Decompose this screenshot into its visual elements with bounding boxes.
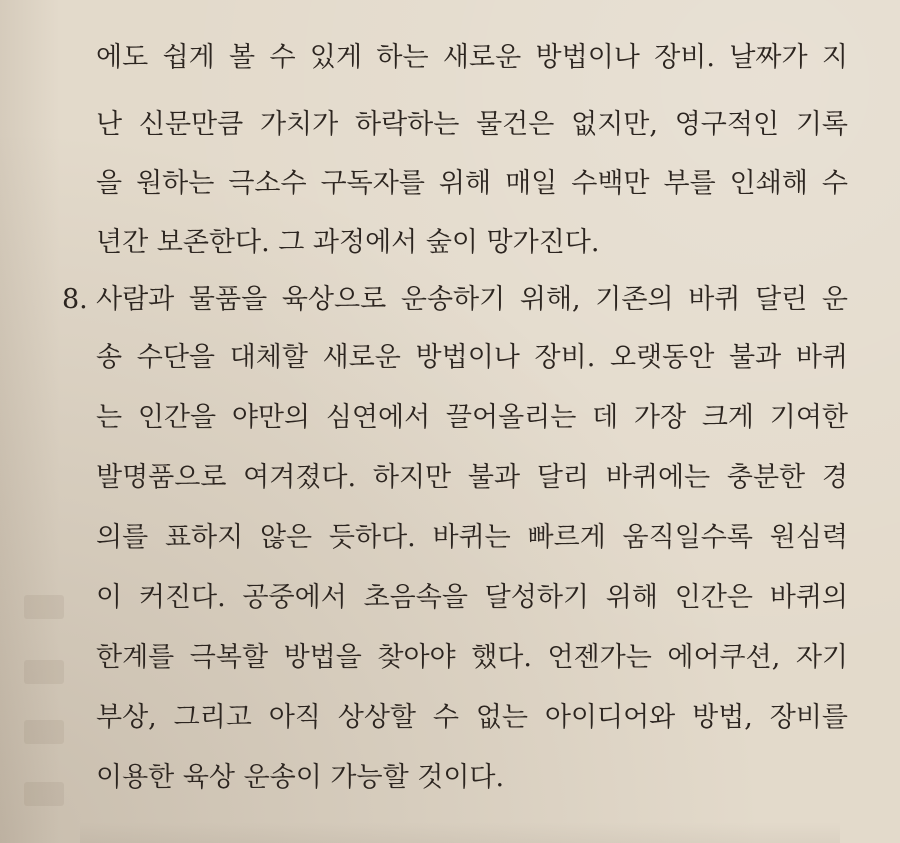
text-line: 난 신문만큼 가치가 하락하는 물건은 없지만, 영구적인 기록 bbox=[96, 109, 848, 140]
text-line: 는 인간을 야만의 심연에서 끌어올리는 데 가장 크게 기여한 bbox=[96, 402, 848, 433]
page-edge-shadow bbox=[24, 782, 64, 806]
text-line: 이용한 육상 운송이 가능할 것이다. bbox=[96, 762, 505, 793]
text-line: 발명품으로 여겨졌다. 하지만 불과 달리 바퀴에는 충분한 경 bbox=[96, 462, 848, 493]
text-line: 송 수단을 대체할 새로운 방법이나 장비. 오랫동안 불과 바퀴 bbox=[96, 342, 848, 373]
text-line: 에도 쉽게 볼 수 있게 하는 새로운 방법이나 장비. 날짜가 지 bbox=[96, 42, 848, 73]
text-line: 이 커진다. 공중에서 초음속을 달성하기 위해 인간은 바퀴의 bbox=[96, 582, 848, 613]
text-line: 을 원하는 극소수 구독자를 위해 매일 수백만 부를 인쇄해 수 bbox=[96, 168, 848, 199]
page-edge-shadow bbox=[24, 660, 64, 684]
page-edge-shadow bbox=[24, 595, 64, 619]
list-item-number: 8. bbox=[62, 284, 88, 315]
page-edge-shadow bbox=[24, 720, 64, 744]
next-line-bleed bbox=[80, 822, 840, 843]
text-line: 부상, 그리고 아직 상상할 수 없는 아이디어와 방법, 장비를 bbox=[96, 702, 848, 733]
text-line: 사람과 물품을 육상으로 운송하기 위해, 기존의 바퀴 달린 운 bbox=[96, 284, 848, 315]
text-line: 년간 보존한다. 그 과정에서 숲이 망가진다. bbox=[96, 227, 600, 258]
text-line: 한계를 극복할 방법을 찾아야 했다. 언젠가는 에어쿠션, 자기 bbox=[96, 642, 848, 673]
text-line: 의를 표하지 않은 듯하다. 바퀴는 빠르게 움직일수록 원심력 bbox=[96, 522, 848, 553]
